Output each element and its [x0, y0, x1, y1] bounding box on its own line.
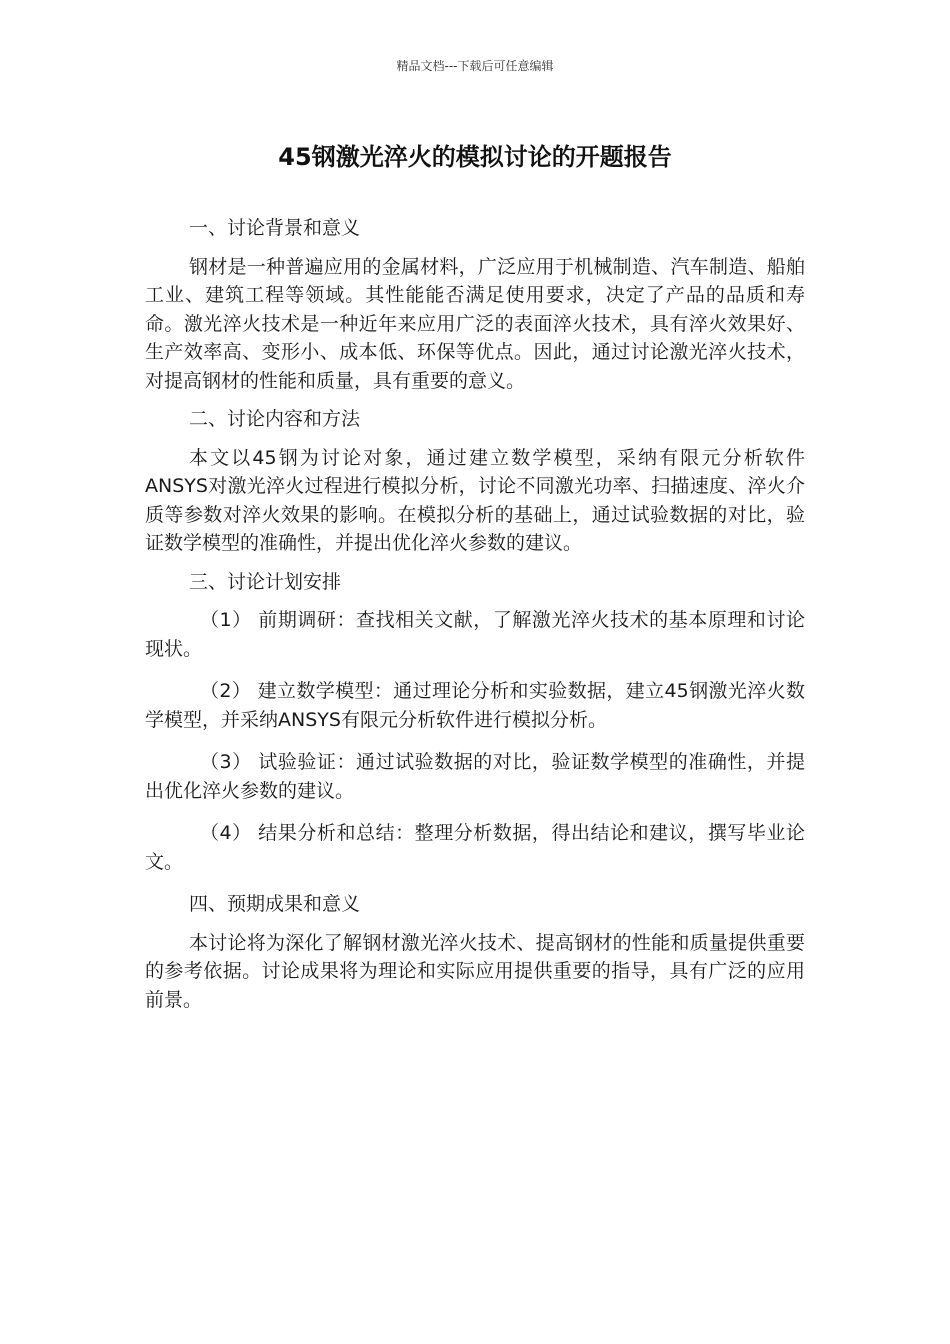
document-title: 45钢激光淬火的模拟讨论的开题报告: [278, 143, 672, 171]
section-heading: 三、讨论计划安排: [189, 570, 342, 593]
section-plan: [145, 568, 805, 877]
section-expected-results: [145, 890, 805, 1014]
page-header-note: 精品文档---下载后可任意编辑: [396, 59, 554, 73]
section-paragraph: 本文以45钢为讨论对象，通过建立数学模型，采纳有限元分析软件ANSYS对激光淬火过程进行模拟分析，讨论不同激光功率、扫描速度、淬火介质等参数对淬火效果的影响。在模拟分析的基础上，通过试验数据的对比，验证数学模型的准确性，并提出优化淬火参数的建议。: [145, 446, 805, 554]
section-content-method: [145, 405, 805, 558]
section-background: [145, 214, 805, 395]
section-paragraph: 本讨论将为深化了解钢材激光淬火技术、提高钢材的性能和质量提供重要的参考依据。讨论成果将为理论和实际应用提供重要的指导，具有广泛的应用前景。: [145, 931, 805, 1011]
section-heading: 一、讨论背景和意义: [189, 217, 361, 239]
plan-item: （1） 前期调研：查找相关文献，了解激光淬火技术的基本原理和讨论现状。: [145, 609, 805, 660]
section-heading: 二、讨论内容和方法: [189, 408, 361, 430]
section-heading: 四、预期成果和意义: [189, 893, 361, 915]
plan-item: （4） 结果分析和总结：整理分析数据，得出结论和建议，撰写毕业论文。: [145, 822, 805, 873]
plan-item: （2） 建立数学模型：通过理论分析和实验数据，建立45钢激光淬火数学模型，并采纳ANSYS有限元分析软件进行模拟分析。: [145, 680, 805, 731]
document-body: [145, 214, 805, 1024]
section-paragraph: 钢材是一种普遍应用的金属材料，广泛应用于机械制造、汽车制造、船舶工业、建筑工程等领域。其性能能否满足使用要求，决定了产品的品质和寿命。激光淬火技术是一种近年来应用广泛的表面淬火技术，具有淬火效果好、生产效率高、变形小、成本低、环保等优点。因此，通过讨论激光淬火技术，对提高钢材的性能和质量，具有重要的意义。: [145, 255, 805, 392]
plan-item: （3） 试验验证：通过试验数据的对比，验证数学模型的准确性，并提出优化淬火参数的建议。: [145, 751, 805, 802]
